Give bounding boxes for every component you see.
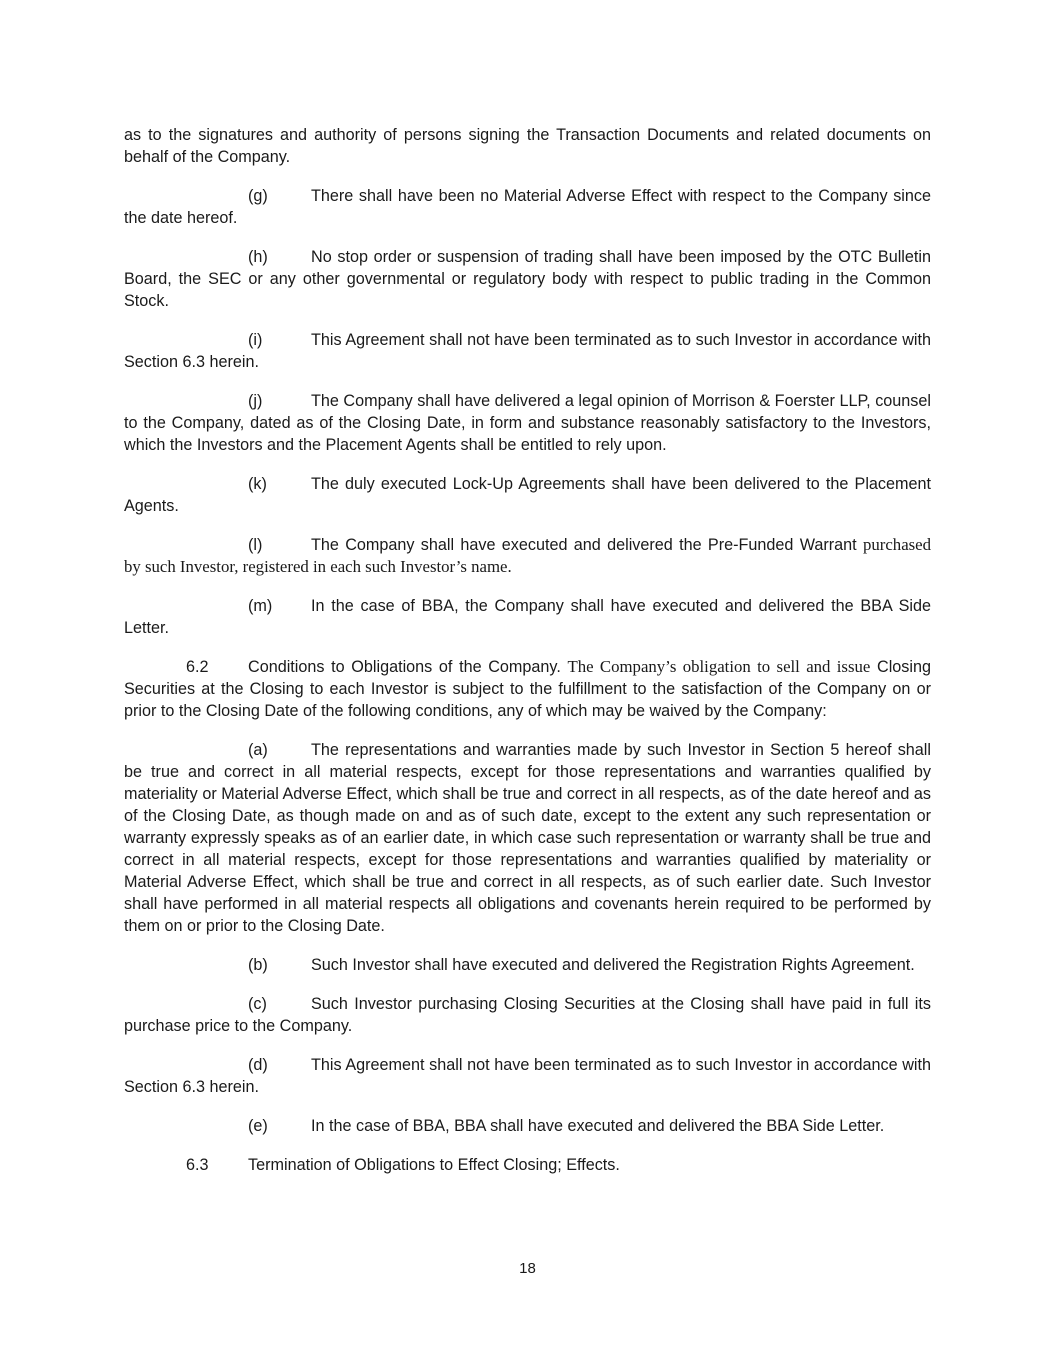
section-number: 6.2	[186, 658, 209, 676]
list-item-e	[124, 1115, 931, 1137]
item-text: No stop order or suspension of trading shall have been imposed by the OTC Bulletin Board, the SEC or any other governmental or regulatory body with respect to public trading in the Common Stock.	[124, 248, 931, 310]
page-number: 18	[519, 1260, 536, 1277]
list-item-i	[124, 329, 931, 373]
item-label: (c)	[248, 995, 267, 1013]
list-item-j	[124, 390, 931, 456]
item-text: There shall have been no Material Adverse Effect with respect to the Company since the date hereof.	[124, 187, 931, 227]
section-lead-text: The Company’s obligation to sell and issue	[567, 657, 871, 676]
item-label: (a)	[248, 741, 268, 759]
item-label: (i)	[248, 331, 263, 349]
item-label: (m)	[248, 597, 273, 615]
list-item-g	[124, 185, 931, 229]
item-label: (k)	[248, 475, 267, 493]
item-label: (l)	[248, 536, 263, 554]
document-page	[124, 124, 931, 1176]
item-text: The Company shall have delivered a legal opinion of Morrison & Foerster LLP, counsel to the Company, dated as of the Closing Date, in form and substance reasonably satisfactory to the Investors, which the Investors and the Placement Agents shall be entitled to rely upon.	[124, 392, 931, 454]
list-item-a	[124, 739, 931, 937]
item-text: This Agreement shall not have been terminated as to such Investor in accordance with Section 6.3 herein.	[124, 331, 931, 371]
item-text: Such Investor shall have executed and delivered the Registration Rights Agreement.	[311, 956, 915, 974]
list-item-h	[124, 246, 931, 312]
item-label: (b)	[248, 956, 268, 974]
item-label: (d)	[248, 1056, 268, 1074]
item-label: (h)	[248, 248, 268, 266]
list-item-d	[124, 1054, 931, 1098]
section-number: 6.3	[186, 1156, 209, 1174]
list-item-l	[124, 534, 931, 578]
item-label: (e)	[248, 1117, 268, 1135]
item-text-continued: purchased by such Investor, registered in each such Investor’s name.	[124, 535, 932, 576]
item-text: Such Investor purchasing Closing Securities at the Closing shall have paid in full its purchase price to the Company.	[124, 995, 931, 1035]
item-text: The representations and warranties made by such Investor in Section 5 hereof shall be true and correct in all material respects, except for those representations and warranties qualified by materiality or Material Adverse Effect, which shall be true and correct in all respects, as of the date hereof and as of the Closing Date, as though made on and as of such date, except to the extent any such representation or warranty expressly speaks as of an earlier date, in which case such representation or warranty shall be true and correct in all material respects, except for those representations and warranties qualified by materiality or Material Adverse Effect, which shall be true and correct in all respects, as of such earlier date. Such Investor shall have performed in all material respects all obligations and covenants herein required to be performed by them on or prior to the Closing Date.	[124, 741, 931, 935]
item-text: In the case of BBA, the Company shall have executed and delivered the BBA Side Letter.	[124, 597, 931, 637]
list-item-c	[124, 993, 931, 1037]
section-6-3	[124, 1154, 931, 1176]
item-text: The duly executed Lock-Up Agreements shall have been delivered to the Placement Agents.	[124, 475, 931, 515]
section-heading: Termination of Obligations to Effect Closing; Effects.	[248, 1156, 620, 1174]
section-text: Closing Securities at the Closing to each Investor is subject to the fulfillment to the satisfaction of the Company on or prior to the Closing Date of the following conditions, any of which may be waived by the Company:	[124, 658, 931, 720]
intro-paragraph: as to the signatures and authority of persons signing the Transaction Documents and related documents on behalf of the Company.	[124, 126, 931, 166]
item-label: (g)	[248, 187, 268, 205]
section-heading: Conditions to Obligations of the Company.	[248, 658, 561, 676]
list-item-k	[124, 473, 931, 517]
list-item-b	[124, 954, 931, 976]
item-label: (j)	[248, 392, 263, 410]
list-item-m	[124, 595, 931, 639]
item-text: In the case of BBA, BBA shall have executed and delivered the BBA Side Letter.	[311, 1117, 885, 1135]
item-text: The Company shall have executed and delivered the Pre-Funded Warrant	[311, 536, 857, 554]
section-6-2	[124, 656, 931, 722]
item-text: This Agreement shall not have been terminated as to such Investor in accordance with Section 6.3 herein.	[124, 1056, 931, 1096]
